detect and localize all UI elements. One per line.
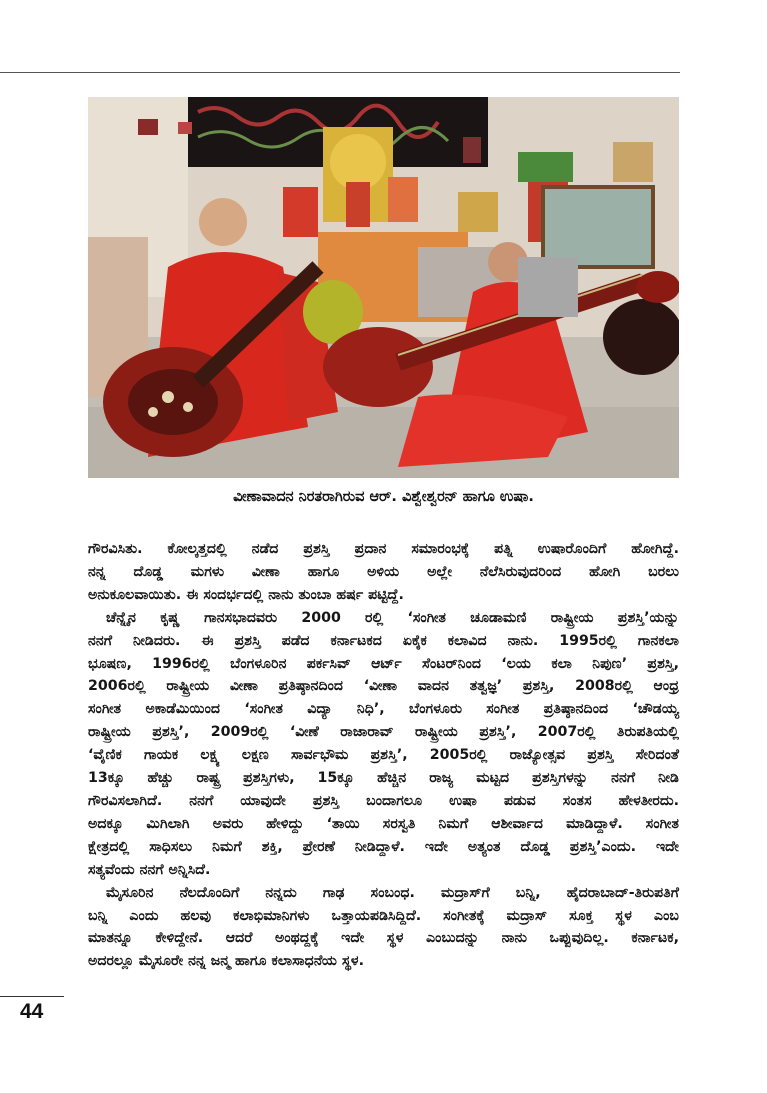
paragraph-3 [88, 882, 679, 974]
text-line: ಅನುಕೂಲವಾಯಿತು. ಈ ಸಂದರ್ಭದಲ್ಲಿ ನಾನು ತುಂಬಾ ಹರ್ಷ ಪಟ್ಟಿದ್ದೆ. [88, 586, 404, 603]
text-line: ಅದಕ್ಕೂ ಮಿಗಿಲಾಗಿ ಅವರು ಹೇಳಿದ್ದು ‘ತಾಯಿ ಸರಸ್ವತಿ ನಿಮಗೆ ಆಶೀರ್ವಾದ ಮಾಡಿದ್ದಾಳೆ. ಸಂಗೀತ [88, 815, 679, 832]
footer-rule [0, 996, 64, 997]
text-line: ಗೌರವಿಸಿತು. ಕೋಲ್ಕತ್ತದಲ್ಲಿ ನಡೆದ ಪ್ರಶಸ್ತಿ ಪ್ರದಾನ ಸಮಾರಂಭಕ್ಕೆ ಪತ್ನಿ ಉಷಾರೊಂದಿಗೆ ಹೋಗಿದ್ದೆ. [88, 541, 679, 557]
paragraph-1 [88, 538, 679, 607]
text-line: ಮೈಸೂರಿನ ನೆಲದೊಂದಿಗೆ ನನ್ನದು ಗಾಢ ಸಂಬಂಧ. ಮದ್ರಾಸ್‌ಗೆ ಬನ್ನಿ, ಹೈದರಾಬಾದ್-ತಿರುಪತಿಗೆ [106, 884, 679, 901]
text-line: ಮಾತನ್ನೂ ಕೇಳಿದ್ದೇನೆ. ಆದರೆ ಅಂಥದ್ದಕ್ಕೆ ಇದೇ ಸ್ಥಳ ಎಂಬುದನ್ನು ನಾನು ಒಪ್ಪುವುದಿಲ್ಲ. ಕರ್ನಾಟಕ, [88, 930, 679, 947]
text-line: ಅದರಲ್ಲೂ ಮೈಸೂರೇ ನನ್ನ ಜನ್ಮ ಹಾಗೂ ಕಲಾಸಾಧನೆಯ ಸ್ಥಳ. [88, 953, 365, 970]
header-rule [0, 72, 680, 73]
text-line: ಗೌರವಿಸಲಾಗಿದೆ. ನನಗೆ ಯಾವುದೇ ಪ್ರಶಸ್ತಿ ಬಂದಾಗಲೂ ಉಷಾ ಪಡುವ ಸಂತಸ ಹೇಳತೀರದು. [88, 792, 679, 809]
text-line: ಚೆನ್ನೈನ ಕೃಷ್ಣ ಗಾನಸಭಾದವರು 2000 ರಲ್ಲಿ ‘ಸಂಗೀತ ಚೂಡಾಮಣಿ ರಾಷ್ಟ್ರೀಯ ಪ್ರಶಸ್ತಿ’ಯನ್ನು [106, 609, 679, 626]
text-line: ‘ವೈಣಿಕ ಗಾಯಕ ಲಕ್ಷ್ಯ ಲಕ್ಷಣ ಸಾರ್ವಭೌಮ ಪ್ರಶಸ್ತಿ’, 2005ರಲ್ಲಿ ರಾಜ್ಯೋತ್ಸವ ಪ್ರಶಸ್ತಿ ಸೇರಿದಂತೆ [88, 747, 679, 764]
page-number: 44 [20, 1000, 44, 1023]
photo-caption: ವೀಣಾವಾದನ ನಿರತರಾಗಿರುವ ಆರ್. ವಿಶ್ವೇಶ್ವರನ್ ಹಾಗೂ ಉಷಾ. [233, 489, 534, 505]
text-line: ಸಂಗೀತ ಅಕಾಡೆಮಿಯಿಂದ ‘ಸಂಗೀತ ವಿದ್ಯಾ ನಿಧಿ’, ಬೆಂಗಳೂರು ಸಂಗೀತ ಪ್ರತಿಷ್ಠಾನದಿಂದ ‘ಚೌಡಯ್ಯ [88, 701, 679, 718]
photo-illustration [88, 97, 679, 478]
text-line: 2006ರಲ್ಲಿ ರಾಷ್ಟ್ರೀಯ ವೀಣಾ ಪ್ರತಿಷ್ಠಾನದಿಂದ ‘ವೀಣಾ ವಾದನ ತತ್ವಜ್ಞ’ ಪ್ರಶಸ್ತಿ, 2008ರಲ್ಲಿ ಆಂಧ್ರ [88, 678, 679, 695]
body-text [88, 538, 679, 973]
text-line: ನನಗೆ ನೀಡಿದರು. ಈ ಪ್ರಶಸ್ತಿ ಪಡೆದ ಕರ್ನಾಟಕದ ಏಕೈಕ ಕಲಾವಿದ ನಾನು. 1995ರಲ್ಲಿ ಗಾನಕಲಾ [88, 632, 679, 649]
paragraph-2 [88, 607, 679, 882]
photo-veena-performance [88, 97, 679, 478]
text-line: ಕ್ಷೇತ್ರದಲ್ಲಿ ಸಾಧಿಸಲು ನಿಮಗೆ ಶಕ್ತಿ, ಪ್ರೇರಣೆ ನೀಡಿದ್ದಾಳೆ. ಇದೇ ಅತ್ಯಂತ ದೊಡ್ಡ ಪ್ರಶಸ್ತಿ’ಎಂದು. ಇದೇ [88, 838, 679, 855]
text-line: ಬನ್ನಿ ಎಂದು ಹಲವು ಕಲಾಭಿಮಾನಿಗಳು ಒತ್ತಾಯಪಡಿಸಿದ್ದಿದೆ. ಸಂಗೀತಕ್ಕೆ ಮದ್ರಾಸ್ ಸೂಕ್ತ ಸ್ಥಳ ಎಂಬ [88, 907, 679, 924]
text-line: 13ಕ್ಕೂ ಹೆಚ್ಚು ರಾಷ್ಟ್ರ ಪ್ರಶಸ್ತಿಗಳು, 15ಕ್ಕೂ ಹೆಚ್ಚಿನ ರಾಜ್ಯ ಮಟ್ಟದ ಪ್ರಶಸ್ತಿಗಳನ್ನು ನನಗೆ ನೀಡಿ [88, 770, 679, 787]
text-line: ಭೂಷಣ, 1996ರಲ್ಲಿ ಬೆಂಗಳೂರಿನ ಪರ್ಕಸಿವ್ ಆರ್ಟ್ ಸೆಂಟರ್‌ನಿಂದ ‘ಲಯ ಕಲಾ ನಿಪುಣ’ ಪ್ರಶಸ್ತಿ, [88, 655, 679, 672]
text-line: ನನ್ನ ದೊಡ್ಡ ಮಗಳು ವೀಣಾ ಹಾಗೂ ಅಳಿಯ ಅಲ್ಲೇ ನೆಲೆಸಿರುವುದರಿಂದ ಹೋಗಿ ಬರಲು [88, 563, 679, 580]
text-line: ರಾಷ್ಟ್ರೀಯ ಪ್ರಶಸ್ತಿ’, 2009ರಲ್ಲಿ ‘ವೀಣೆ ರಾಜಾರಾವ್ ರಾಷ್ಟ್ರೀಯ ಪ್ರಶಸ್ತಿ’, 2007ರಲ್ಲಿ ತಿರುಪತಿಯಲ್ಲಿ [88, 724, 679, 741]
text-line: ಸತ್ಯವೆಂದು ನನಗೆ ಅನ್ನಿಸಿದೆ. [88, 861, 211, 878]
